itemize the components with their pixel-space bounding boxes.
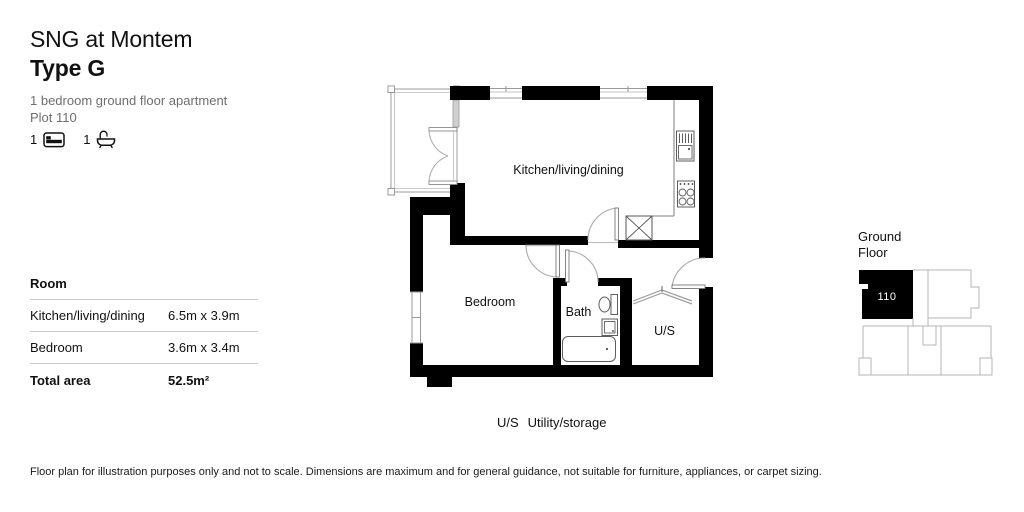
total-area-value: 52.5m² xyxy=(168,373,210,388)
plot-number: Plot 110 xyxy=(30,110,77,125)
kitchen-counter xyxy=(652,100,674,216)
bedroom-door xyxy=(525,245,560,277)
toilet-icon xyxy=(599,295,618,315)
room-size: 3.6m x 3.4m xyxy=(168,340,240,355)
legend-meaning: Utility/storage xyxy=(527,415,607,430)
entrance-door xyxy=(672,258,705,289)
total-area-label: Total area xyxy=(30,373,91,388)
hob-icon xyxy=(678,181,695,207)
bathtub-icon xyxy=(563,337,616,362)
utility-label: U/S xyxy=(654,324,675,338)
bed-count: 1 xyxy=(30,132,38,147)
kitchen-label: Kitchen/living/dining xyxy=(513,163,624,177)
key-plan-unit-number: 110 xyxy=(877,291,897,303)
bedroom-label: Bedroom xyxy=(464,295,516,309)
apartment-type-title: Type G xyxy=(30,55,106,81)
bath-label: Bath xyxy=(565,305,592,319)
table-header: Room xyxy=(30,276,258,300)
room-name: Kitchen/living/dining xyxy=(30,308,145,323)
key-plan-floor-line1: Ground xyxy=(858,229,902,244)
apartment-subtitle: 1 bedroom ground floor apartment xyxy=(30,93,228,108)
bath-door xyxy=(566,250,599,282)
sink-icon xyxy=(677,131,695,161)
bath-count: 1 xyxy=(83,132,91,147)
key-plan xyxy=(858,229,992,375)
room-size: 6.5m x 3.9m xyxy=(168,308,240,323)
disclaimer-text: Floor plan for illustration purposes only and not to scale. Dimensions are maximum and for general guidance, not suitable for furniture, appliances, or carpet sizing. xyxy=(30,466,822,478)
balcony-door xyxy=(429,128,457,185)
room-name: Bedroom xyxy=(30,340,83,355)
key-plan-floor-line2: Floor xyxy=(858,245,888,260)
basin-icon xyxy=(602,319,618,336)
balcony xyxy=(388,86,460,195)
kitchen-door xyxy=(588,208,619,243)
appliance-box-icon xyxy=(626,216,652,240)
legend-abbr: U/S xyxy=(497,415,519,430)
project-title: SNG at Montem xyxy=(30,26,193,52)
